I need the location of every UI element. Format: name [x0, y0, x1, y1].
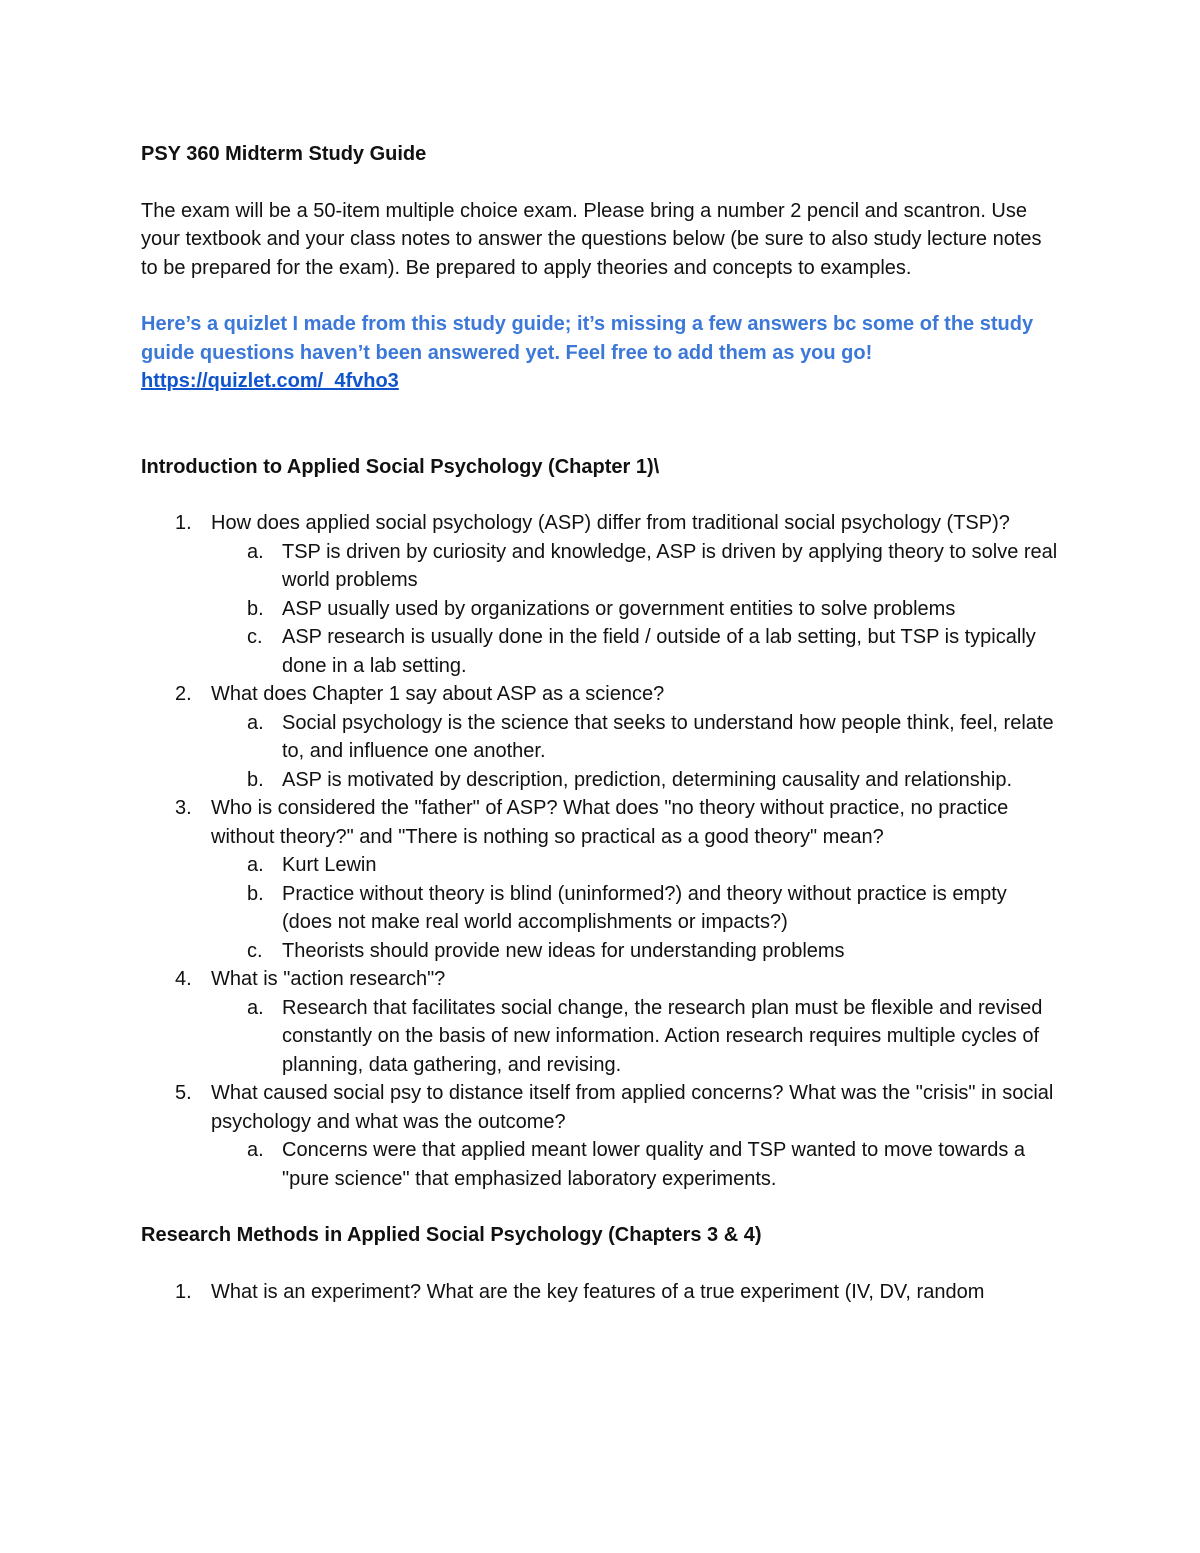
question-number: 5.: [175, 1082, 192, 1104]
answer-text: Kurt Lewin: [282, 854, 377, 876]
answer-list: [211, 994, 1061, 1080]
question-number: 4.: [175, 968, 192, 990]
answer-item: [211, 880, 1061, 937]
answer-item: [211, 595, 1061, 624]
document-title: PSY 360 Midterm Study Guide: [141, 143, 427, 165]
question-text: What does Chapter 1 say about ASP as a science?: [211, 683, 665, 705]
answer-item: [211, 851, 1061, 880]
answer-item: [211, 766, 1061, 795]
answer-letter: a.: [247, 854, 264, 876]
answer-text: Theorists should provide new ideas for understanding problems: [282, 939, 845, 962]
answer-text: Social psychology is the science that seeks to understand how people think, feel, relate to, and influence one another.: [282, 711, 1054, 762]
question-number: 1.: [175, 1280, 192, 1303]
document-content: [141, 140, 1061, 1306]
answer-item: [211, 709, 1061, 766]
answer-item: [211, 538, 1061, 595]
question-list: [141, 509, 1061, 1193]
section-title: Research Methods in Applied Social Psychology (Chapters 3 & 4): [141, 1224, 762, 1246]
answer-text: ASP research is usually done in the field / outside of a lab setting, but TSP is typically done in a lab setting.: [282, 626, 1036, 677]
answer-text: ASP usually used by organizations or government entities to solve problems: [282, 597, 956, 620]
section-title: Introduction to Applied Social Psychology (Chapter 1)\: [141, 455, 660, 478]
answer-item: [211, 937, 1061, 966]
question-item: [141, 680, 1061, 794]
answer-letter: b.: [247, 768, 264, 791]
question-text: Who is considered the "father" of ASP? What does "no theory without practice, no practice without theory?" and "There is nothing so practical as a good theory" mean?: [211, 797, 1009, 848]
answer-letter: b.: [247, 597, 264, 620]
answer-text: Research that facilitates social change, the research plan must be flexible and revised constantly on the basis of new information. Action research requires multiple cycles of planning, data gathering, and revising.: [282, 996, 1043, 1076]
answer-letter: c.: [247, 939, 263, 962]
answer-list: [211, 851, 1061, 965]
question-item: [141, 1079, 1061, 1193]
quizlet-link[interactable]: https://quizlet.com/_4fvho3: [141, 370, 399, 392]
quizlet-note: Here’s a quizlet I made from this study guide; it’s missing a few answers bc some of the study guide questions haven’t been answered yet. Feel free to add them as you go!: [141, 313, 1034, 364]
question-item: [141, 1278, 1061, 1307]
sections-container: [141, 453, 1061, 1307]
question-number: 1.: [175, 512, 192, 534]
answer-letter: a.: [247, 1139, 264, 1161]
answer-letter: c.: [247, 626, 263, 648]
question-number: 3.: [175, 797, 192, 819]
answer-letter: a.: [247, 540, 264, 563]
intro-paragraph: The exam will be a 50-item multiple choice exam. Please bring a number 2 pencil and scantron. Use your textbook and your class notes to answer the questions below (be sure to also study lecture notes to be prepared for the exam). Be prepared to apply theories and concepts to examples.: [141, 199, 1042, 279]
answer-item: [211, 1136, 1061, 1193]
answer-item: [211, 994, 1061, 1080]
question-item: [141, 509, 1061, 680]
question-text: What is an experiment? What are the key features of a true experiment (IV, DV, random: [211, 1280, 985, 1303]
answer-letter: a.: [247, 996, 264, 1019]
answer-list: [211, 1136, 1061, 1193]
answer-text: TSP is driven by curiosity and knowledge, ASP is driven by applying theory to solve real world problems: [282, 540, 1058, 591]
question-text: What caused social psy to distance itself from applied concerns? What was the "crisis" in social psychology and what was the outcome?: [211, 1082, 1054, 1133]
question-item: [141, 794, 1061, 965]
question-item: [141, 965, 1061, 1079]
answer-text: Concerns were that applied meant lower quality and TSP wanted to move towards a "pure science" that emphasized laboratory experiments.: [282, 1139, 1026, 1190]
answer-text: Practice without theory is blind (uninformed?) and theory without practice is empty (does not make real world accomplishments or impacts?): [282, 882, 1007, 933]
answer-list: [211, 709, 1061, 795]
answer-list: [211, 538, 1061, 681]
question-number: 2.: [175, 683, 192, 705]
question-text: What is "action research"?: [211, 968, 446, 990]
question-text: How does applied social psychology (ASP) differ from traditional social psychology (TSP)?: [211, 512, 1010, 534]
answer-text: ASP is motivated by description, prediction, determining causality and relationship.: [282, 768, 1013, 791]
answer-item: [211, 623, 1061, 680]
question-list: [141, 1278, 1061, 1307]
answer-letter: b.: [247, 882, 264, 905]
answer-letter: a.: [247, 711, 264, 734]
